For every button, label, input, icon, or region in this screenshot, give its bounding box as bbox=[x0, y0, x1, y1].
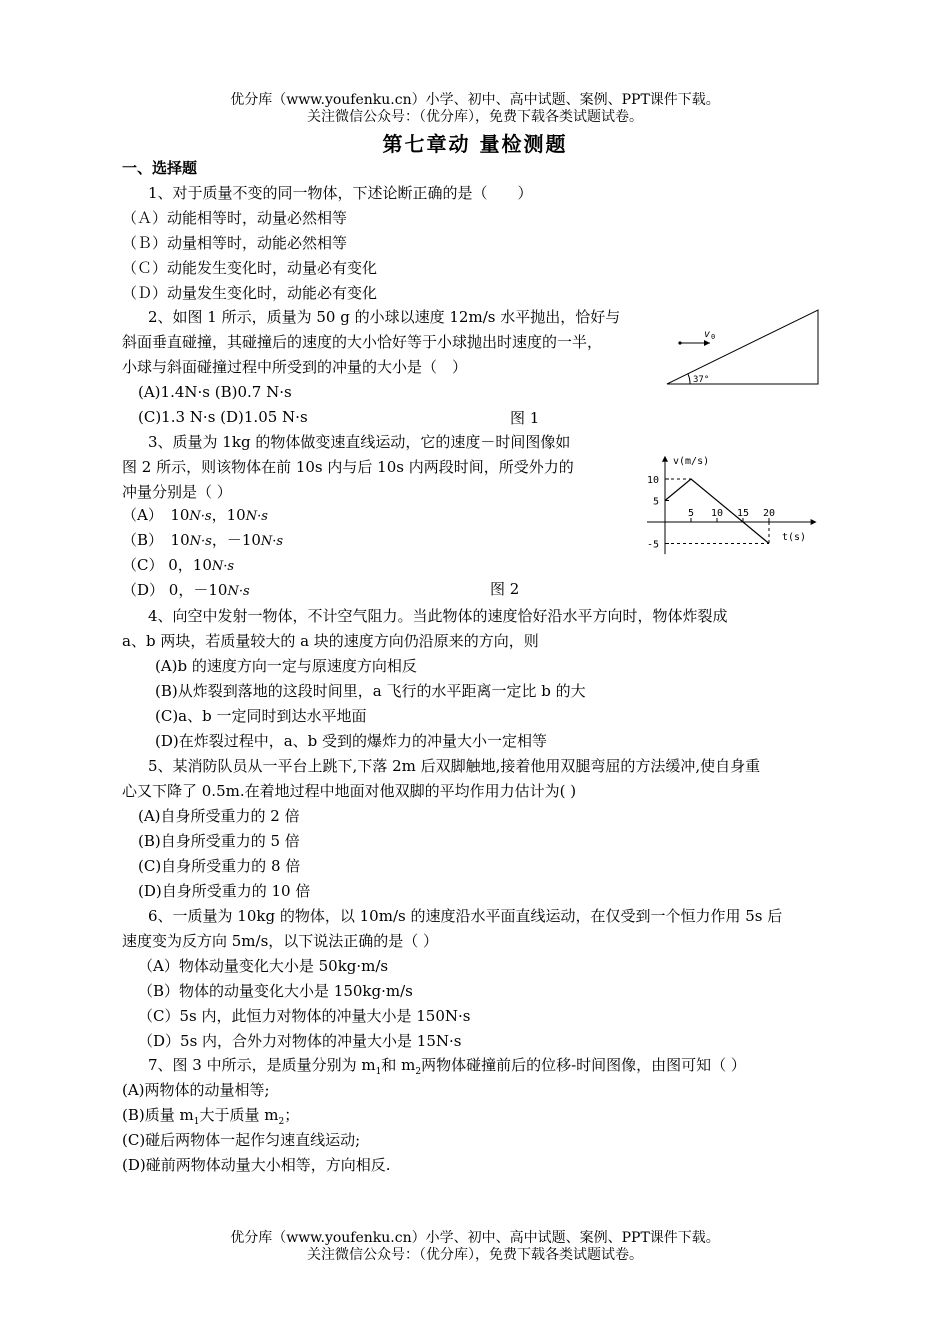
q3-a-unit-2: N·s bbox=[245, 509, 268, 524]
q3-b-text: （B） 10 bbox=[122, 531, 190, 549]
q3-d-unit: N·s bbox=[227, 584, 250, 599]
header-line-2: 关注微信公众号：（优分库），免费下载各类试题试卷。 bbox=[307, 109, 643, 125]
q3-a-mid: ，10 bbox=[211, 506, 246, 524]
y-tick-label: -5 bbox=[647, 539, 660, 551]
x-tick-label: 10 bbox=[711, 508, 724, 519]
y-tick-label: 5 bbox=[653, 496, 660, 508]
q7-stem-a: 7、图 3 中所示，是质量分别为 m bbox=[148, 1056, 376, 1074]
q7-stem bbox=[148, 1055, 746, 1082]
q5-option-a: (A)自身所受重力的 2 倍 bbox=[138, 807, 300, 825]
q5-stem-line-1: 5、某消防队员从一平台上跳下,下落 2m 后双脚触地,接着他用双腿弯屈的方法缓冲,使自身重 bbox=[148, 757, 761, 775]
v0-label: v bbox=[704, 329, 711, 340]
x-axis-arrowhead bbox=[811, 519, 817, 525]
q4-stem-line-1: 4、向空中发射一物体，不计空气阻力。当此物体的速度恰好沿水平方向时，物体炸裂成 bbox=[148, 607, 728, 625]
q3-c-unit: N·s bbox=[211, 559, 235, 574]
q3-stem-line-3: 冲量分别是（ ） bbox=[122, 483, 232, 501]
header-line-1: 优分库（www.youfenku.cn）小学、初中、高中试题、案例、PPT课件下载。 bbox=[230, 92, 720, 108]
q1-stem: 1、对于质量不变的同一物体，下述论断正确的是（ ） bbox=[148, 184, 533, 202]
q6-option-c: （C）5s 内，此恒力对物体的冲量大小是 150N·s bbox=[138, 1007, 471, 1025]
q5-stem-line-2: 心又下降了 0.5m.在着地过程中地面对他双脚的平均作用力估计为( ) bbox=[122, 782, 577, 800]
q4-stem-line-2: a、b 两块，若质量较大的 a 块的速度方向仍沿原来的方向，则 bbox=[122, 632, 539, 650]
q2-stem-line-2: 斜面垂直碰撞，其碰撞后的速度的大小恰好等于小球抛出时速度的一半， bbox=[122, 333, 603, 351]
q7-option-d: (D)碰前两物体动量大小相等，方向相反. bbox=[122, 1156, 391, 1174]
figure-1-incline bbox=[660, 302, 825, 390]
q7-sub-2: 2 bbox=[415, 1067, 422, 1077]
q5-option-c: (C)自身所受重力的 8 倍 bbox=[138, 857, 301, 875]
q3-stem-line-1: 3、质量为 1kg 的物体做变速直线运动，它的速度－时间图像如 bbox=[148, 433, 571, 451]
q6-option-d: （D）5s 内，合外力对物体的冲量大小是 15N·s bbox=[138, 1032, 462, 1050]
figure-1-caption: 图 1 bbox=[510, 409, 540, 427]
q3-a-text: （A） 10 bbox=[122, 506, 190, 524]
incline-triangle bbox=[667, 310, 818, 384]
ball bbox=[678, 341, 681, 344]
q1-option-a: （Ａ）动能相等时，动量必然相等 bbox=[122, 209, 348, 227]
q2-options-cd: (C)1.3 N·s (D)1.05 N·s bbox=[138, 408, 308, 426]
q3-option-c bbox=[122, 555, 234, 577]
x-axis-label: t(s) bbox=[782, 532, 807, 543]
footer-line-2: 关注微信公众号：（优分库），免费下载各类试题试卷。 bbox=[307, 1247, 643, 1263]
q7-b-c: ； bbox=[284, 1106, 300, 1124]
q7-option-a: (A)两物体的动量相等; bbox=[122, 1081, 270, 1099]
q3-stem-line-2: 图 2 所示，则该物体在前 10s 内与后 10s 内两段时间，所受外力的 bbox=[122, 458, 574, 476]
angle-arc bbox=[688, 374, 690, 384]
q7-sub-1: 1 bbox=[375, 1067, 382, 1077]
q7-option-c: (C)碰后两物体一起作匀速直线运动; bbox=[122, 1131, 361, 1149]
q3-b-mid: ，－10 bbox=[211, 531, 261, 549]
x-tick-label: 5 bbox=[688, 508, 695, 519]
x-tick-label: 20 bbox=[763, 508, 776, 519]
q4-option-d: (D)在炸裂过程中，a、b 受到的爆炸力的冲量大小一定相等 bbox=[155, 732, 548, 750]
q2-stem-line-1: 2、如图 1 所示，质量为 50 g 的小球以速度 12m/s 水平抛出，恰好与 bbox=[148, 308, 621, 326]
q4-option-a: (A)b 的速度方向一定与原速度方向相反 bbox=[155, 657, 417, 675]
q5-option-d: (D)自身所受重力的 10 倍 bbox=[138, 882, 311, 900]
q7-option-b bbox=[122, 1105, 299, 1132]
q2-options-ab: (A)1.4N·s (B)0.7 N·s bbox=[138, 383, 292, 401]
q1-option-d: （Ｄ）动量发生变化时，动能必有变化 bbox=[122, 284, 378, 302]
q6-stem-line-1: 6、一质量为 10kg 的物体，以 10m/s 的速度沿水平面直线运动，在仅受到一个恒力作用 5s 后 bbox=[148, 907, 783, 925]
q7-b-a: (B)质量 m bbox=[122, 1106, 194, 1124]
q6-option-a: （A）物体动量变化大小是 50kg·m/s bbox=[138, 957, 389, 975]
q5-option-b: (B)自身所受重力的 5 倍 bbox=[138, 832, 300, 850]
q3-option-b bbox=[122, 530, 283, 552]
v0-subscript: 0 bbox=[711, 333, 716, 341]
q3-option-a bbox=[122, 505, 268, 527]
figure-2-vt-chart bbox=[640, 432, 825, 580]
q4-option-b: (B)从炸裂到落地的这段时间里，a 飞行的水平距离一定比 b 的大 bbox=[155, 682, 586, 700]
q3-c-text: （C） 0，10 bbox=[122, 556, 212, 574]
velocity-arrowhead bbox=[704, 340, 710, 346]
q3-d-text: （D） 0，－10 bbox=[122, 581, 228, 599]
q7-stem-b: 和 m bbox=[381, 1056, 416, 1074]
footer-line-1: 优分库（www.youfenku.cn）小学、初中、高中试题、案例、PPT课件下载。 bbox=[230, 1230, 720, 1246]
y-axis-arrowhead bbox=[662, 456, 668, 462]
section-heading: 一、选择题 bbox=[122, 159, 198, 177]
q7-b-sub-1: 1 bbox=[193, 1117, 200, 1127]
q2-stem-line-3: 小球与斜面碰撞过程中所受到的冲量的大小是（ ） bbox=[122, 358, 468, 376]
q7-stem-c: 两物体碰撞前后的位移-时间图像，由图可知（ ） bbox=[421, 1056, 746, 1074]
figure-2-caption: 图 2 bbox=[490, 580, 520, 598]
q7-b-b: 大于质量 m bbox=[199, 1106, 279, 1124]
q7-b-sub-2: 2 bbox=[278, 1117, 285, 1127]
q6-stem-line-2: 速度变为反方向 5m/s，以下说法正确的是（ ） bbox=[122, 932, 439, 950]
q3-option-d bbox=[122, 580, 250, 602]
page-title: 第七章动 量检测题 bbox=[382, 132, 568, 156]
q3-b-unit-1: N·s bbox=[189, 534, 212, 549]
x-tick-label: 15 bbox=[737, 508, 750, 519]
q3-a-unit-1: N·s bbox=[189, 509, 212, 524]
y-tick-label: 10 bbox=[647, 475, 660, 486]
q4-option-c: (C)a、b 一定同时到达水平地面 bbox=[155, 707, 367, 725]
y-axis-label: v(m/s) bbox=[673, 455, 710, 467]
q6-option-b: （B）物体的动量变化大小是 150kg·m/s bbox=[138, 982, 413, 1000]
angle-label: 37° bbox=[693, 375, 710, 385]
q3-b-unit-2: N·s bbox=[260, 534, 284, 549]
q1-option-c: （Ｃ）动能发生变化时，动量必有变化 bbox=[122, 259, 378, 277]
q1-option-b: （Ｂ）动量相等时，动能必然相等 bbox=[122, 234, 348, 252]
